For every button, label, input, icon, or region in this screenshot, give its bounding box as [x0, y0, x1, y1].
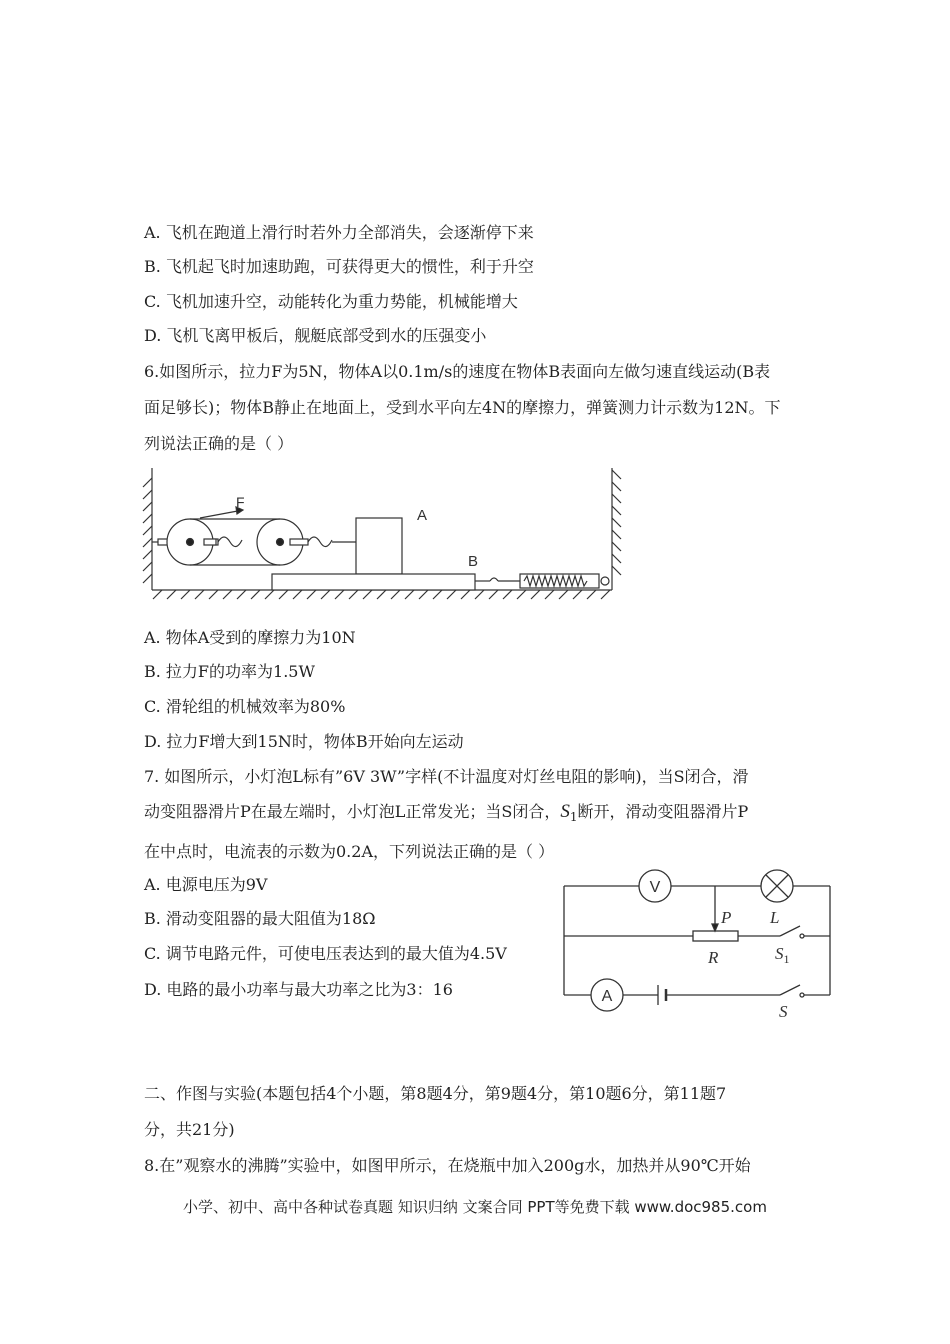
label-s1: $S_1$	[775, 944, 790, 966]
q7-option-a: A. 电源电压为9V	[144, 875, 268, 894]
label-b: B	[468, 553, 479, 570]
q6-option-c: C. 滑轮组的机械效率为80%	[144, 697, 346, 716]
q5-option-c: C. 飞机加速升空，动能转化为重力势能，机械能增大	[144, 292, 518, 311]
q6-option-b: B. 拉力F的功率为1.5W	[144, 662, 315, 681]
q7-stem-line1: 7. 如图所示，小灯泡L标有”6V 3W”字样(不计温度对灯丝电阻的影响)，当S闭合，滑	[144, 767, 749, 786]
q7-option-c: C. 调节电路元件，可使电压表达到的最大值为4.5V	[144, 944, 507, 963]
section2-line1: 二、作图与实验(本题包括4个小题，第8题4分，第9题4分，第10题6分，第11题7	[144, 1084, 727, 1103]
q5-option-d: D. 飞机飞离甲板后，舰艇底部受到水的压强变小	[144, 326, 487, 345]
label-p: P	[721, 908, 732, 927]
q7-stem-line3: 在中点时，电流表的示数为0.2A，下列说法正确的是（ ）	[144, 842, 555, 861]
board-b	[272, 574, 475, 590]
label-ammeter: A	[601, 988, 613, 1005]
q7-circuit-diagram	[555, 860, 840, 1025]
q6-stem-line3: 列说法正确的是（ ）	[144, 434, 294, 453]
label-r: R	[708, 948, 719, 967]
page-footer: 小学、初中、高中各种试卷真题 知识归纳 文案合同 PPT等免费下载 www.doc985.com	[183, 1198, 767, 1216]
q8-stem-line1: 8.在”观察水的沸腾”实验中，如图甲所示，在烧瓶中加入200g水，加热并从90℃开始	[144, 1156, 751, 1175]
label-a: A	[417, 507, 428, 524]
q6-option-a: A. 物体A受到的摩擦力为10N	[144, 628, 356, 647]
q6-stem-line1: 6.如图所示，拉力F为5N，物体A以0.1m/s的速度在物体B表面向左做匀速直线运动(B表	[144, 362, 771, 381]
q5-option-b: B. 飞机起飞时加速助跑，可获得更大的惯性，利于升空	[144, 257, 534, 276]
label-f: F	[236, 494, 245, 510]
q6-option-d: D. 拉力F增大到15N时，物体B开始向左运动	[144, 732, 464, 751]
block-a	[356, 518, 402, 574]
q7-option-d: D. 电路的最小功率与最大功率之比为3：16	[144, 980, 453, 999]
q7-stem-line2: 动变阻器滑片P在最左端时，小灯泡L正常发光；当S闭合，$S_1$断开，滑动变阻器滑片P	[144, 801, 749, 825]
q7-option-b: B. 滑动变阻器的最大阻值为18Ω	[144, 909, 376, 928]
resistor-r	[693, 931, 738, 941]
q6-pulley-figure	[140, 460, 630, 605]
q6-stem-line2: 面足够长)；物体B静止在地面上，受到水平向左4N的摩擦力，弹簧测力计示数为12N。下	[144, 398, 781, 417]
label-l: L	[770, 908, 780, 927]
q5-option-a: A. 飞机在跑道上滑行时若外力全部消失，会逐渐停下来	[144, 223, 534, 242]
label-voltmeter: V	[649, 879, 661, 896]
left-wall-hatch	[143, 478, 152, 583]
section2-line2: 分，共21分)	[144, 1120, 235, 1139]
label-s: S	[779, 1002, 788, 1021]
